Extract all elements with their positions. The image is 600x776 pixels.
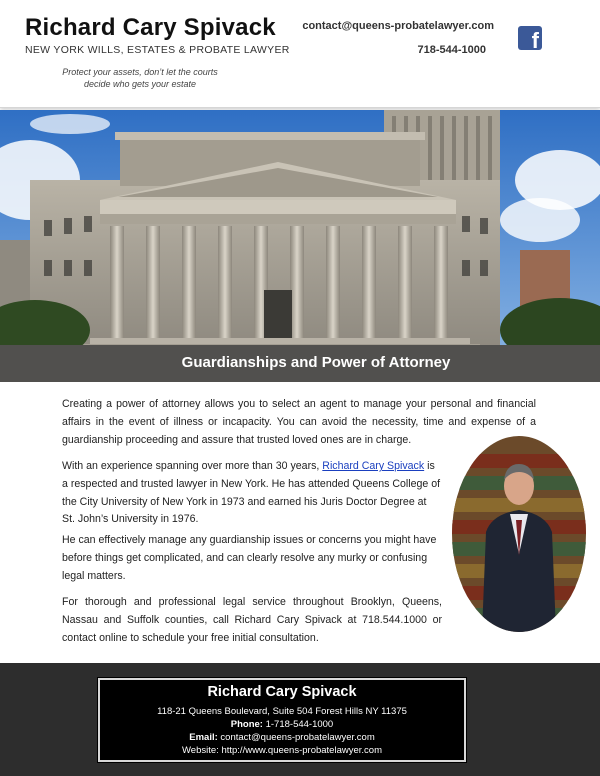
attorney-name-link[interactable]: Richard Cary Spivack	[322, 460, 425, 472]
page-header	[0, 0, 600, 108]
experience-text-before: With an experience spanning over more than 30 years,	[62, 460, 323, 472]
footer-phone[interactable]	[100, 719, 464, 730]
guardianship-paragraph: He can effectively manage any guardianship issues or concerns you might have before things get complicated, and can clearly resolve any murky or confusing legal matters.	[62, 534, 437, 582]
footer-firm-name: Richard Cary Spivack	[207, 684, 357, 700]
tagline-line-2: decide who gets your estate	[83, 79, 197, 89]
footer-website-label: Website:	[182, 745, 219, 756]
header-email-link[interactable]: contact@queens-probatelawyer.com	[302, 20, 494, 32]
footer-email-value: contact@queens-probatelawyer.com	[217, 732, 375, 743]
portrait-illustration	[452, 436, 586, 632]
experience-text-after: is a respected and trusted lawyer in New York. He has attended Queens College of the City University of New York in 1973 and earned his Juris Doctor Degree at St. John’s University in 1976.	[62, 460, 441, 526]
tagline	[40, 66, 240, 90]
footer-email[interactable]	[100, 732, 464, 743]
banner-title: Guardianships and Power of Attorney	[181, 354, 451, 371]
facebook-icon[interactable]	[518, 26, 542, 50]
tagline-line-1: Protect your assets, don’t let the courts	[62, 67, 218, 77]
experience-paragraph	[62, 458, 442, 529]
courthouse-hero-image	[0, 110, 600, 382]
attorney-portrait	[452, 436, 586, 632]
footer-phone-value: 1-718-544-1000	[262, 719, 334, 730]
firm-name: Richard Cary Spivack	[25, 14, 276, 41]
footer-email-label: Email:	[189, 732, 218, 743]
facebook-glyph: f	[531, 28, 539, 50]
footer-website[interactable]	[100, 745, 464, 756]
footer-website-value: http://www.queens-probatelawyer.com	[218, 745, 382, 756]
intro-paragraph: Creating a power of attorney allows you to select an agent to manage your personal and financial affairs in the event of illness or incapacity. You can avoid the necessity, time and expense of a guardianship proceeding and assure that trusted loved ones are in charge.	[62, 398, 536, 446]
contact-paragraph: For thorough and professional legal service throughout Brooklyn, Queens, Nassau and Suffolk counties, call Richard Cary Spivack at 718.544.1000 or contact online to schedule your free initial consultation.	[62, 596, 442, 644]
footer-phone-label: Phone:	[230, 719, 263, 730]
header-phone[interactable]: 718-544-1000	[417, 44, 486, 56]
firm-subtitle: NEW YORK WILLS, ESTATES & PROBATE LAWYER	[25, 44, 290, 56]
courthouse-illustration	[0, 110, 600, 382]
footer-address: 118-21 Queens Boulevard, Suite 504 Forest Hills NY 11375	[157, 706, 407, 717]
